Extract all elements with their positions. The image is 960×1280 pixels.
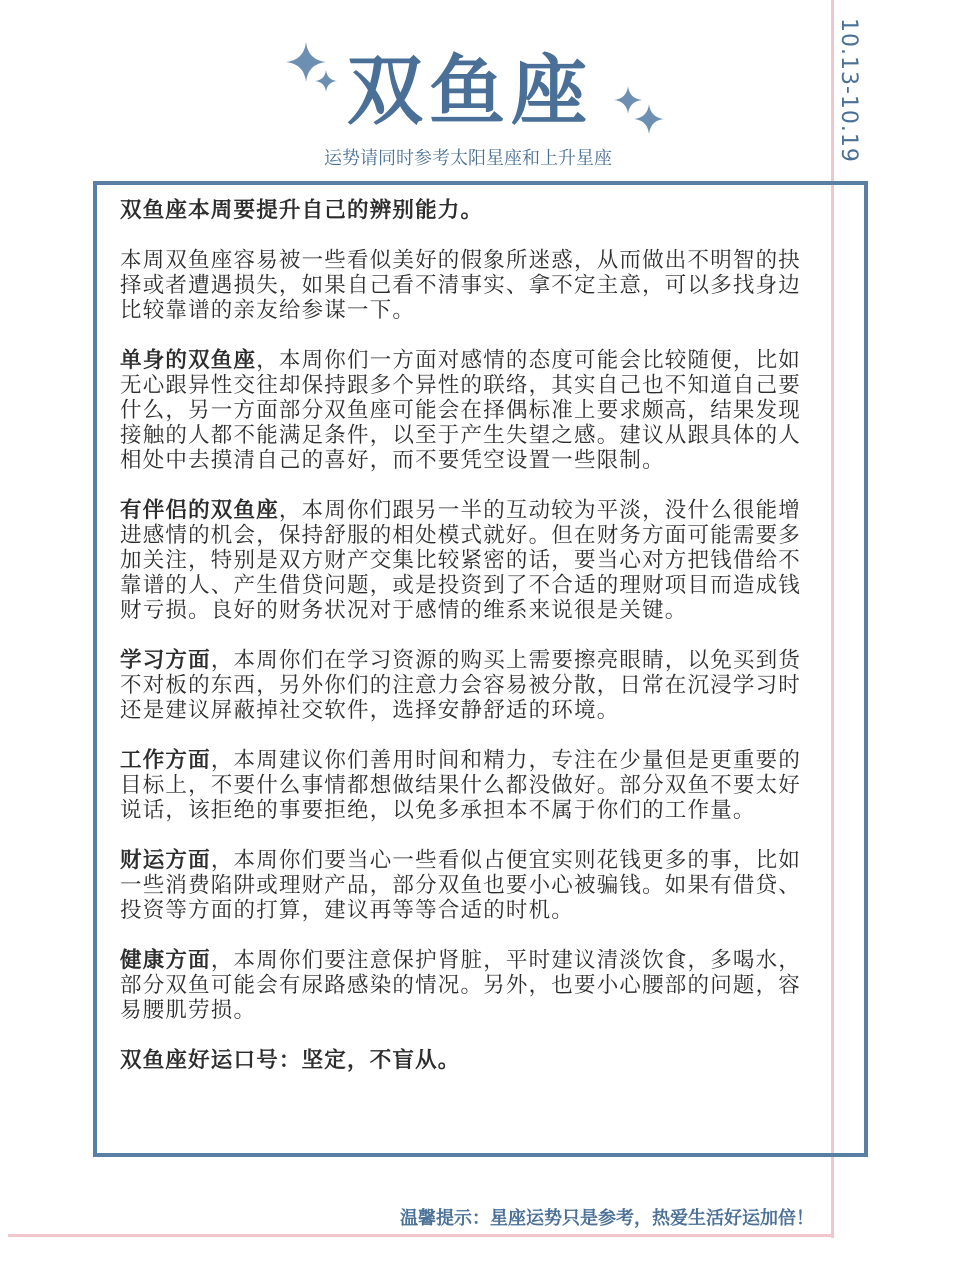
footer-tip: 温馨提示：星座运势只是参考，热爱生活好运加倍！ — [400, 1208, 814, 1229]
section-label: 单身的双鱼座 — [120, 348, 257, 373]
section-work — [120, 748, 818, 823]
pink-horizontal-divider — [8, 1234, 834, 1237]
section-label: 有伴侣的双鱼座 — [120, 498, 279, 523]
article-body — [120, 198, 818, 1073]
section-label: 健康方面 — [120, 948, 211, 973]
section-text: ，本周你们一方面对感情的态度可能会比较随便，比如无心跟异性交往却保持跟多个异性的联络，其实自己也不知道自己要什么，另一方面部分双鱼座可能会在择偶标准上要求颇高，结果发现接触的人都不能满足条件，以至于产生失望之感。建议从跟具体的人相处中去摸清自己的喜好，而不要凭空设置一些限制。 — [120, 348, 802, 473]
subtitle: 运势请同时参考太阳星座和上升星座 — [324, 148, 612, 169]
section-label: 财运方面 — [120, 848, 211, 873]
section-single — [120, 348, 818, 473]
section-couple — [120, 498, 818, 623]
section-text: ，本周你们要当心一些看似占便宜实则花钱更多的事，比如一些消费陷阱或理财产品，部分双鱼也要小心被骗钱。如果有借贷、投资等方面的打算，建议再等等合适的时机。 — [120, 848, 802, 923]
intro-text: 本周双鱼座容易被一些看似美好的假象所迷惑，从而做出不明智的抉择或者遭遇损失，如果自己看不清事实、拿不定主意，可以多找身边比较靠谱的亲友给参谋一下。 — [120, 248, 802, 323]
section-label: 工作方面 — [120, 748, 211, 773]
section-label: 学习方面 — [120, 648, 211, 673]
section-wealth — [120, 848, 818, 923]
title-area — [0, 30, 960, 139]
section-text: ，本周你们跟另一半的互动较为平淡，没什么很能增进感情的机会，保持舒服的相处模式就好。但在财务方面可能需要多加关注，特别是双方财产交集比较紧密的话，要当心对方把钱借给不靠谱的人、产生借贷问题，或是投资到了不合适的理财项目而造成钱财亏损。良好的财务状况对于感情的维系来说很是关键。 — [120, 498, 802, 623]
page-title: 双鱼座 — [347, 46, 593, 135]
section-health — [120, 948, 818, 1023]
intro-heading: 双鱼座本周要提升自己的辨别能力。 — [120, 198, 484, 223]
section-text: ，本周你们在学习资源的购买上需要擦亮眼睛，以免买到货不对板的东西，另外你们的注意力会容易被分散，日常在沉浸学习时还是建议屏蔽掉社交软件，选择安静舒适的环境。 — [120, 648, 802, 723]
section-text: ，本周建议你们善用时间和精力，专注在少量但是更重要的目标上，不要什么事情都想做结果什么都没做好。部分双鱼不要太好说话，该拒绝的事要拒绝，以免多承担本不属于你们的工作量。 — [120, 748, 802, 823]
section-text: ，本周你们要注意保护肾脏，平时建议清淡饮食，多喝水，部分双鱼可能会有尿路感染的情况。另外，也要小心腰部的问题，容易腰肌劳损。 — [120, 948, 802, 1023]
closing-slogan: 双鱼座好运口号：坚定，不盲从。 — [120, 1048, 461, 1073]
section-study — [120, 648, 818, 723]
date-range: 10.13-10.19 — [836, 18, 861, 163]
